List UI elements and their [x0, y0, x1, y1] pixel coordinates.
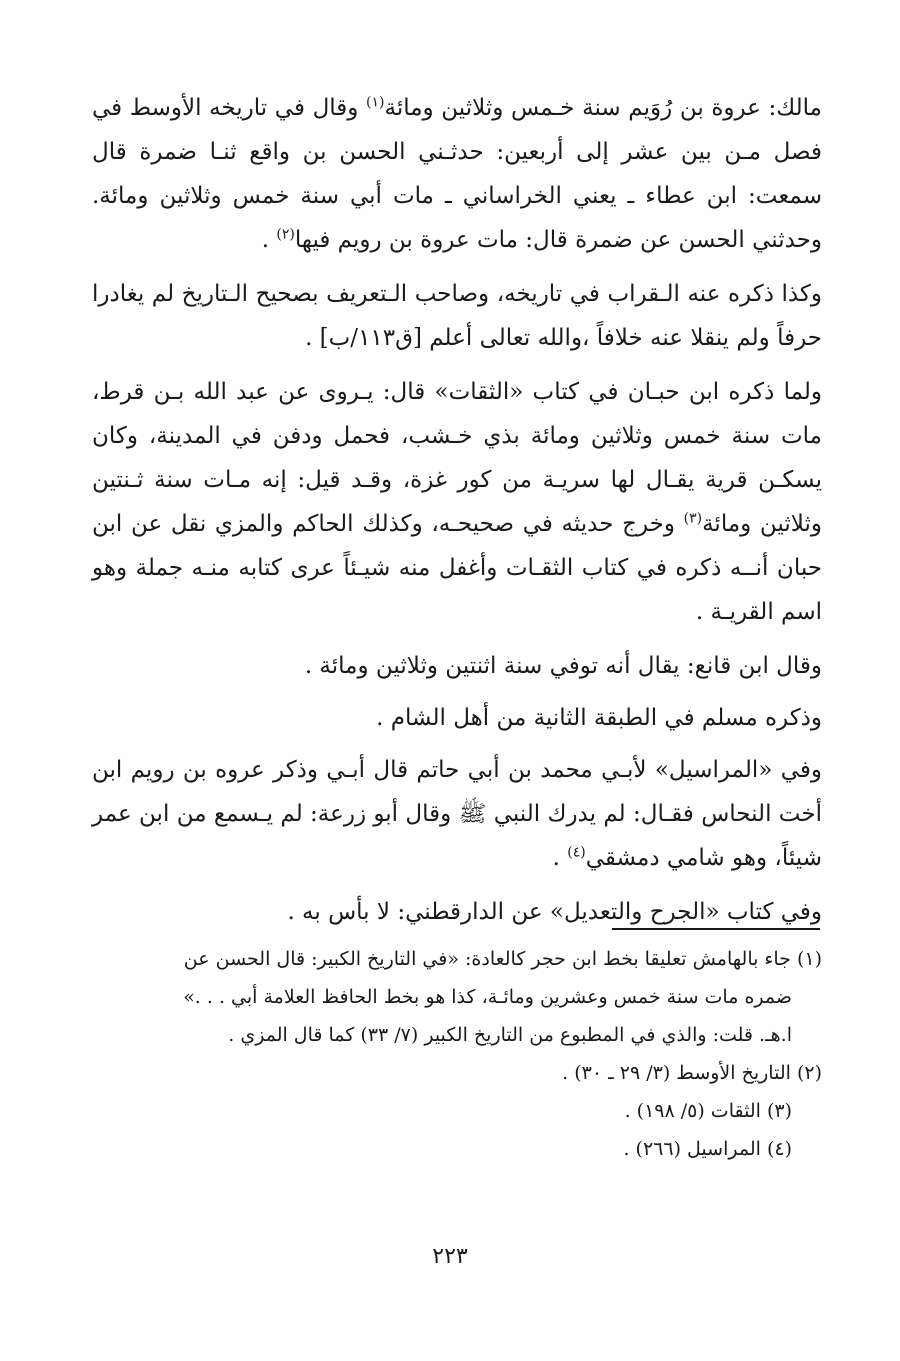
paragraph-7: وفي كتاب «الجرح والتعديل» عن الدارقطني: لا بأس به . [287, 899, 822, 925]
footnote-ref-2: (٢) [276, 226, 295, 243]
footnotes [92, 940, 822, 1168]
paragraph-1-text-a: مالك: عروة بن رُوَيم سنة خـمس وثلاثين ومائة [384, 95, 822, 121]
paragraph-6-text-a: وفي «المراسيل» لأبـي محمد بن أبي حاتم قال أبـي وذكر عروه بن رويم ابن أخت النحاس فقـال: لم يدرك النبي ﷺ وقال أبو زرعة: لم يـسمع من ابن عمر شيئاً، وهو شامي دمشقي [92, 757, 822, 871]
main-text [92, 86, 822, 944]
paragraph-1 [92, 86, 822, 262]
paragraph-5: وذكره مسلم في الطبقة الثانية من أهل الشام . [376, 705, 822, 731]
paragraph-1-text-b: وقال في تاريخه الأوسط في فصل مـن بين عشر إلى أربعين: حدثـني الحسن بن واقع ثنـا ضمرة قال سمعت: ابن عطاء ـ يعني الخراساني ـ مات أبي سنة خمس وثلاثين ومائة. وحدثني الحسن عن ضمرة قال: مات عروة بن رويم فيها [92, 95, 822, 253]
paragraph-3-text-b: وخرج حديثه في صحيحـه، وكذلك الحاكم والمزي نقل عن ابن حبان أنــه ذكره في كتاب الثقـات وأغفل منه شيـئاً عرى كتابه منـه جملة وهو اسم القريـة . [92, 511, 822, 625]
footnote-ref-4: (٤) [567, 844, 586, 861]
paragraph-1-end: . [261, 227, 277, 253]
footnote-ref-1: (١) [366, 94, 385, 111]
page-number: ٢٢٣ [432, 1244, 468, 1269]
footnote-1-line-2: ضمره مات سنة خمس وعشرين ومائـة، كذا هو بخط الحافظ العلامة أبي . . .» [183, 986, 792, 1008]
paragraph-3 [92, 370, 822, 634]
paragraph-6 [92, 748, 822, 880]
footnote-1-line-3: ا.هـ. قلت: والذي في المطبوع من التاريخ الكبير (٧/ ٣٣) كما قال المزي . [228, 1024, 792, 1046]
paragraph-3-text-a: ولما ذكره ابن حبـان في كتاب «الثقات» قال: يـروى عن عبد الله بـن قرط، مات سنة خمس وثلاثين ومائة بذي خـشب، فحمل ودفن في المدينة، وكان يسكـن قرية يقـال لها سريـة من كور غزة، وقـد قيل: إنه مـات سنة ثـنتين وثلاثين ومائة [92, 379, 822, 537]
footnote-4: (٤) المراسيل (٢٦٦) . [623, 1138, 792, 1160]
paragraph-6-end: . [552, 845, 568, 871]
footnote-2: (٢) التاريخ الأوسط (٣/ ٢٩ ـ ٣٠) . [562, 1062, 822, 1084]
paragraph-4: وقال ابن قانع: يقال أنه توفي سنة اثنتين وثلاثين ومائة . [304, 653, 822, 679]
paragraph-2: وكذا ذكره عنه الـقراب في تاريخه، وصاحب الـتعريف بصحيح الـتاريخ لم يغادرا حرفاً ولم ينقلا عنه خلافاً ،والله تعالى أعلم [ق١١٣/ب] . [92, 281, 822, 351]
footnote-separator [612, 928, 820, 930]
footnote-3: (٣) الثقات (٥/ ١٩٨) . [624, 1100, 792, 1122]
footnote-1-line-1: (١) جاء بالهامش تعليقا بخط ابن حجر كالعادة: «في التاريخ الكبير: قال الحسن عن [183, 948, 822, 970]
footnote-ref-3: (٣) [683, 510, 703, 527]
